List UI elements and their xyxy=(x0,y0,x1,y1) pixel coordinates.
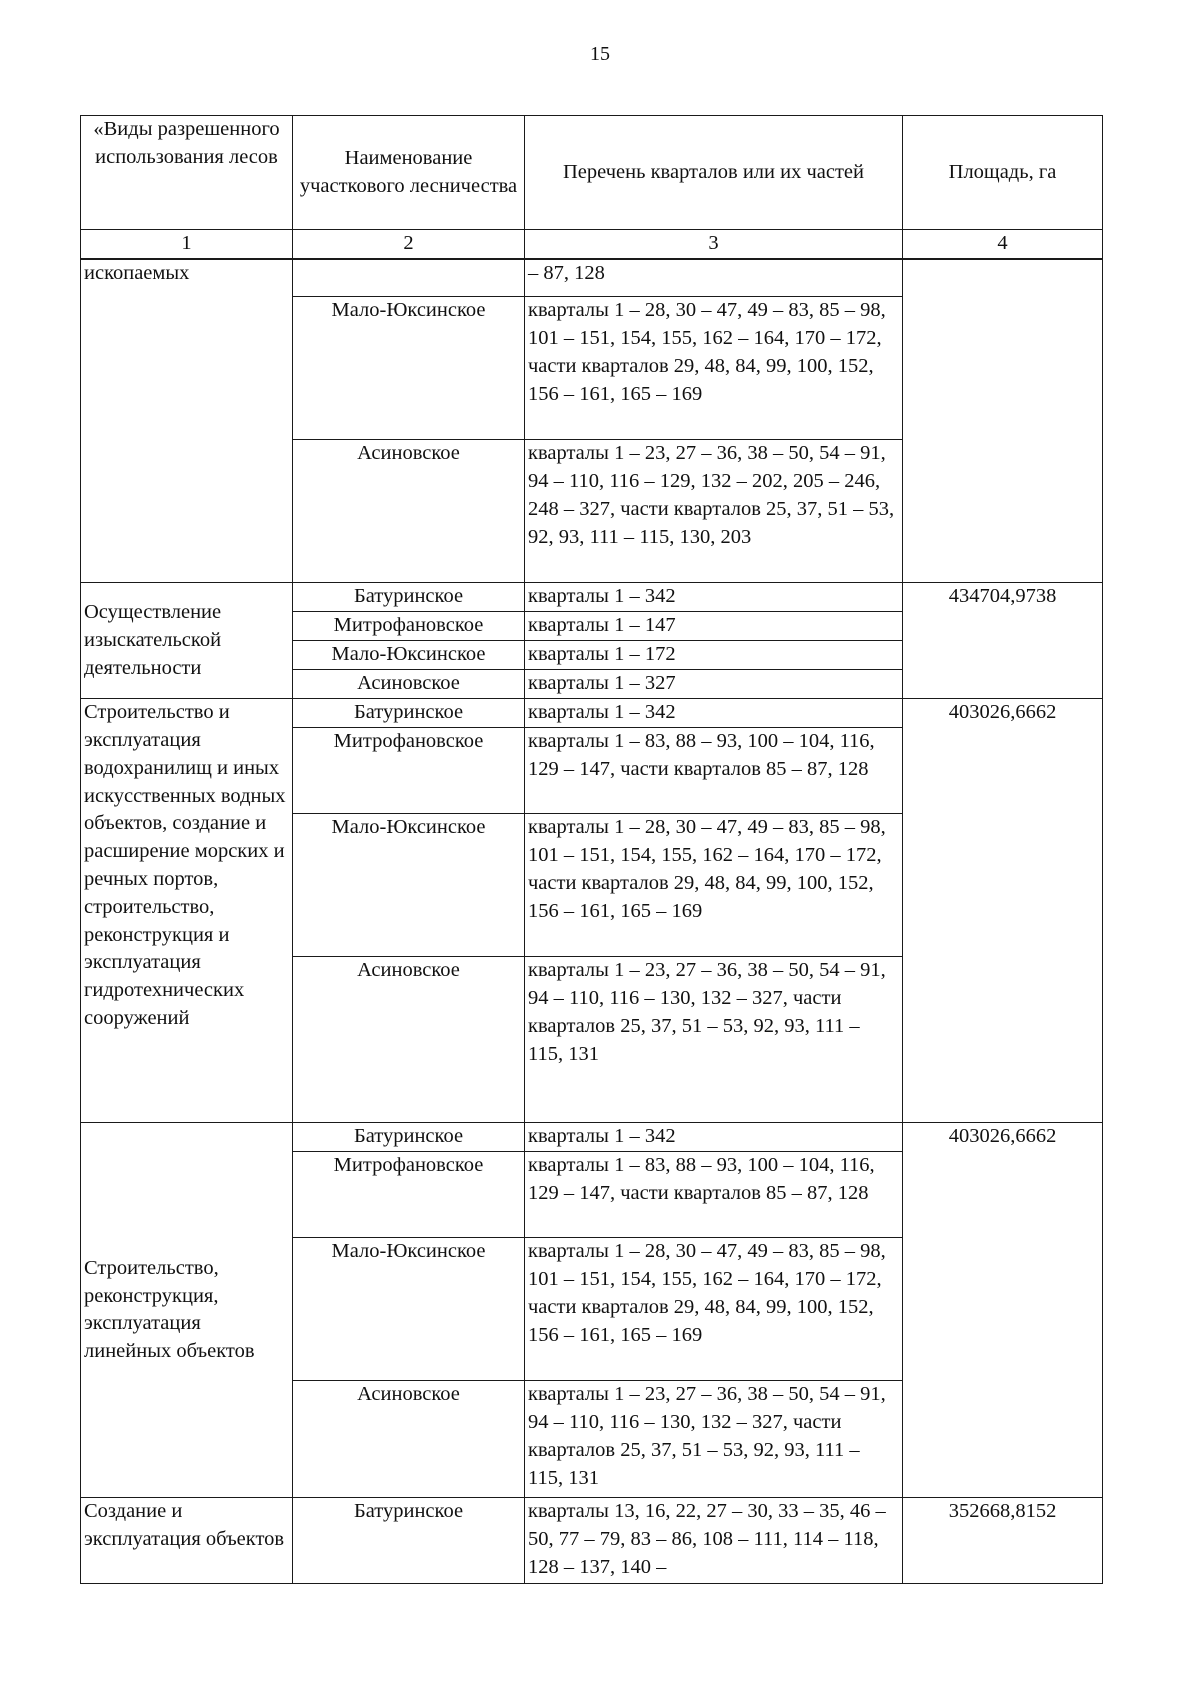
table-row xyxy=(81,699,1103,728)
forestry-name: Мало-Юксинское xyxy=(293,814,525,957)
quarters-list: кварталы 1 – 23, 27 – 36, 38 – 50, 54 – 91, 94 – 110, 116 – 129, 132 – 202, 205 – 246, 248 – 327, части кварталов 25, 37, 51 – 53, 92, 93, 111 – 115, 130, 203 xyxy=(525,440,903,583)
column-number: 1 xyxy=(81,230,293,259)
forestry-name: Батуринское xyxy=(293,699,525,728)
forestry-name: Мало-Юксинское xyxy=(293,297,525,440)
forestry-name: Асиновское xyxy=(293,440,525,583)
area-value xyxy=(903,259,1103,583)
forestry-name: Асиновское xyxy=(293,670,525,699)
forestry-name: Асиновское xyxy=(293,1381,525,1498)
area-value: 434704,9738 xyxy=(903,583,1103,699)
table-row xyxy=(81,583,1103,612)
forest-use-type: ископаемых xyxy=(81,259,293,583)
quarters-list: кварталы 1 – 83, 88 – 93, 100 – 104, 116, 129 – 147, части кварталов 85 – 87, 128 xyxy=(525,728,903,814)
forestry-name: Батуринское xyxy=(293,1498,525,1584)
quarters-list: кварталы 1 – 28, 30 – 47, 49 – 83, 85 – 98, 101 – 151, 154, 155, 162 – 164, 170 – 172, части кварталов 29, 48, 84, 99, 100, 152, 156 – 161, 165 – 169 xyxy=(525,297,903,440)
forest-use-type: Создание и эксплуатация объектов xyxy=(81,1498,293,1584)
table-row xyxy=(81,1498,1103,1584)
header-forestry-name: Наименование участкового лесничества xyxy=(293,116,525,230)
quarters-list: кварталы 1 – 28, 30 – 47, 49 – 83, 85 – 98, 101 – 151, 154, 155, 162 – 164, 170 – 172, части кварталов 29, 48, 84, 99, 100, 152, 156 – 161, 165 – 169 xyxy=(525,814,903,957)
page-number: 15 xyxy=(590,43,610,65)
quarters-list: кварталы 1 – 342 xyxy=(525,1123,903,1152)
forest-use-type: Строительство и эксплуатация водохранилищ и иных искусственных водных объектов, создание и расширение морских и речных портов, строительство, реконструкция и эксплуатация гидротехнических сооружений xyxy=(81,699,293,1123)
forestry-name: Батуринское xyxy=(293,1123,525,1152)
forestry-name: Митрофановское xyxy=(293,1152,525,1238)
quarters-list: кварталы 1 – 342 xyxy=(525,699,903,728)
quarters-list: кварталы 1 – 83, 88 – 93, 100 – 104, 116, 129 – 147, части кварталов 85 – 87, 128 xyxy=(525,1152,903,1238)
table-row xyxy=(81,1123,1103,1152)
quarters-list: – 87, 128 xyxy=(525,259,903,297)
header-area: Площадь, га xyxy=(903,116,1103,230)
forestry-name: Батуринское xyxy=(293,583,525,612)
forestry-name xyxy=(293,259,525,297)
forestry-name: Митрофановское xyxy=(293,612,525,641)
forestry-name: Асиновское xyxy=(293,957,525,1123)
quarters-list: кварталы 1 – 23, 27 – 36, 38 – 50, 54 – 91, 94 – 110, 116 – 130, 132 – 327, части кварталов 25, 37, 51 – 53, 92, 93, 111 – 115, 131 xyxy=(525,1381,903,1498)
forestry-name: Митрофановское xyxy=(293,728,525,814)
table-header-row xyxy=(81,116,1103,230)
forest-use-type: Строительство, реконструкция, эксплуатация линейных объектов xyxy=(81,1123,293,1498)
column-number: 3 xyxy=(525,230,903,259)
header-quarters-list: Перечень кварталов или их частей xyxy=(525,116,903,230)
area-value: 403026,6662 xyxy=(903,699,1103,1123)
column-number: 2 xyxy=(293,230,525,259)
quarters-list: кварталы 1 – 23, 27 – 36, 38 – 50, 54 – 91, 94 – 110, 116 – 130, 132 – 327, части кварталов 25, 37, 51 – 53, 92, 93, 111 – 115, 131 xyxy=(525,957,903,1123)
quarters-list: кварталы 1 – 327 xyxy=(525,670,903,699)
quarters-list: кварталы 1 – 172 xyxy=(525,641,903,670)
quarters-list: кварталы 1 – 28, 30 – 47, 49 – 83, 85 – 98, 101 – 151, 154, 155, 162 – 164, 170 – 172, части кварталов 29, 48, 84, 99, 100, 152, 156 – 161, 165 – 169 xyxy=(525,1238,903,1381)
table-row xyxy=(81,259,1103,297)
forest-use-type: Осуществление изыскательской деятельности xyxy=(81,583,293,699)
quarters-list: кварталы 1 – 147 xyxy=(525,612,903,641)
column-number-row xyxy=(81,230,1103,259)
forestry-name: Мало-Юксинское xyxy=(293,641,525,670)
forestry-name: Мало-Юксинское xyxy=(293,1238,525,1381)
header-forest-use-type: «Виды разрешенного использования лесов xyxy=(81,116,293,230)
area-value: 403026,6662 xyxy=(903,1123,1103,1498)
quarters-list: кварталы 13, 16, 22, 27 – 30, 33 – 35, 46 – 50, 77 – 79, 83 – 86, 108 – 111, 114 – 118, 128 – 137, 140 – xyxy=(525,1498,903,1584)
forest-use-table xyxy=(80,115,1103,1584)
quarters-list: кварталы 1 – 342 xyxy=(525,583,903,612)
column-number: 4 xyxy=(903,230,1103,259)
area-value: 352668,8152 xyxy=(903,1498,1103,1584)
